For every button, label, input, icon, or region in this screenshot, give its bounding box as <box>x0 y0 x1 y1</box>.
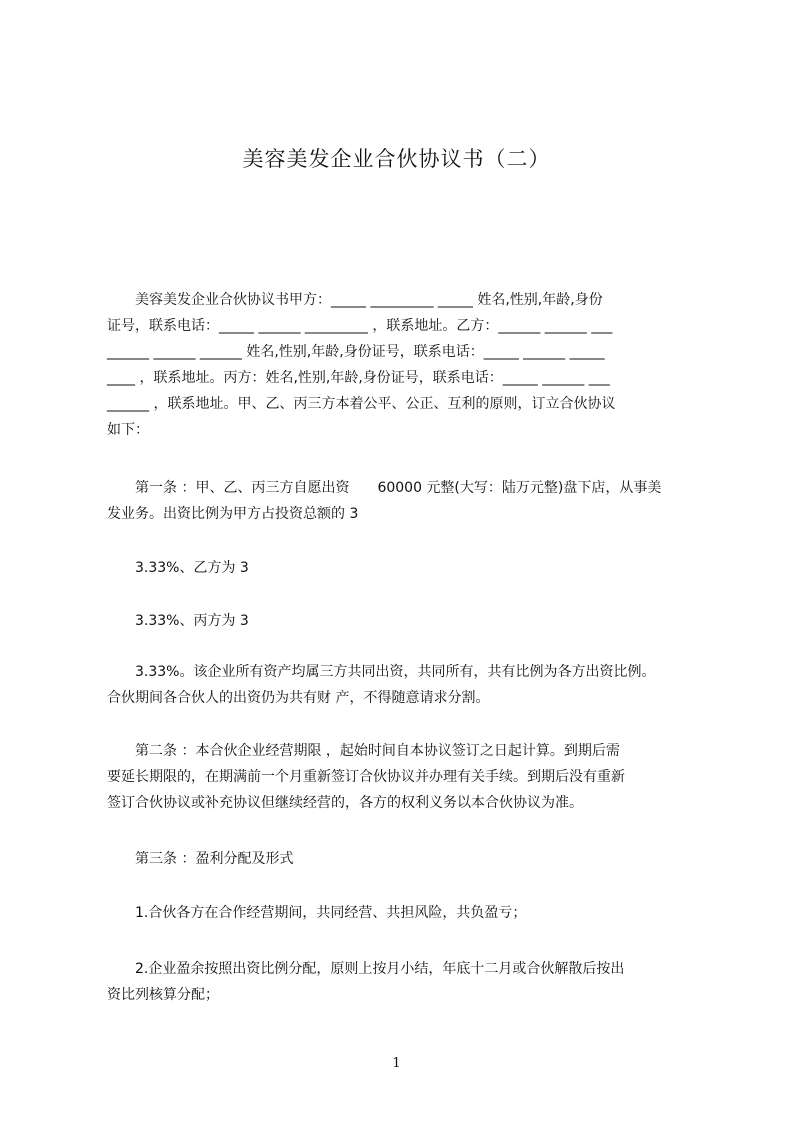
article-2-line: 要延长期限的，在期满前一个月重新签订合伙协议并办理有关手续。到期后没有重新 <box>107 769 625 785</box>
body-line: 如下： <box>107 422 149 438</box>
clause-line: 1.合伙各方在合作经营期间，共同经营、共担风险，共负盈亏； <box>107 905 527 921</box>
document-title: 美容美发企业合伙协议书（二） <box>242 147 551 171</box>
ratio-line: 3.33%、丙方为 3 <box>107 613 249 629</box>
clause-line: 资比列核算分配； <box>107 987 219 1003</box>
article-3-heading: 第三条 ：盈利分配及形式 <box>107 851 294 867</box>
article-1-line: 发业务。出资比例为甲方占投资总额的 3 <box>107 506 359 522</box>
article-2-line: 第二条 ：本合伙企业经营期限 ，起始时间自本协议签订之日起计算。到期后需 <box>107 743 620 759</box>
ratio-line: 3.33%、乙方为 3 <box>107 560 249 576</box>
body-line: 美容美发企业合伙协议书甲方：_____ _________ _____ 姓名,性别,年龄,身份 <box>107 292 603 308</box>
page-number: 1 <box>392 1056 401 1071</box>
body-line: ______ ______ ______ 姓名,性别,年龄,身份证号，联系电话：_____ ______ _____ <box>107 344 605 360</box>
body-line: 证号，联系电话：_____ ______ _________ ，联系地址。乙方：______ ______ ___ <box>107 318 613 334</box>
article-2-line: 签订合伙协议或补充协议但继续经营的，各方的权利义务以本合伙协议为准。 <box>107 795 583 811</box>
body-line: 合伙期间各合伙人的出资仍为共有财 产，不得随意请求分割。 <box>107 690 490 706</box>
body-line: ______ ，联系地址。甲、乙、丙三方本着公平、公正、互利的原则，订立合伙协议 <box>107 396 616 412</box>
body-line: 3.33%。该企业所有资产均属三方共同出资，共同所有，共有比例为各方出资比例。 <box>107 664 656 680</box>
body-line: ____ ，联系地址。丙方：姓名,性别,年龄,身份证号，联系电话：_____ ______ ___ <box>107 370 610 386</box>
article-1-line: 第一条 ：甲、乙、丙三方自愿出资 60000 元整(大写：陆万元整)盘下店，从事美 <box>107 480 662 496</box>
clause-line: 2.企业盈余按照出资比例分配，原则上按月小结，年底十二月或合伙解散后按出 <box>107 961 625 977</box>
